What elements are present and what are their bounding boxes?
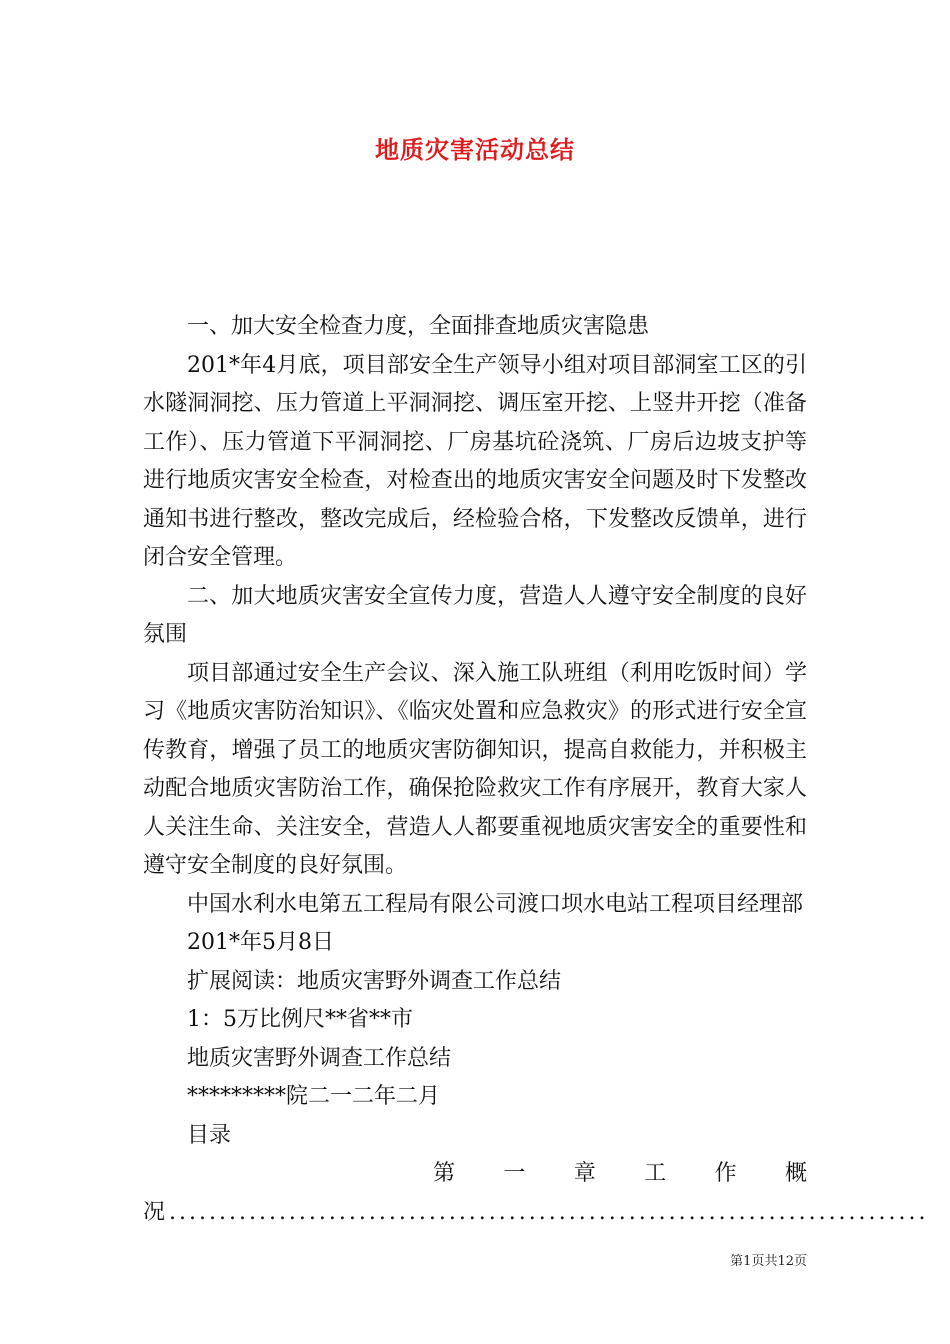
toc-entry-chapter-1-continued (143, 1194, 929, 1233)
extended-reading: 扩展阅读：地质灾害野外调查工作总结 (187, 968, 562, 994)
toc-char: 作 (714, 1161, 737, 1186)
toc-char: 概 (784, 1161, 807, 1186)
paragraph-publicity: 项目部通过安全生产会议、深入施工队班组（利用吃饭时间）学习《地质灾害防治知识》、《临灾处置和应急救灾》的形式进行安全宣传教育，增强了员工的地质灾害防御知识，提高自救能力，并积极主动配合地质灾害防治工作，确保抢险救灾工作有序展开，教育大家人人关注生命、关注安全，营造人人都要重视地质灾害安全的重要性和遵守安全制度的良好氛围。 (143, 660, 807, 878)
scale-line: 1：5万比例尺**省**市 (187, 1007, 413, 1032)
page-number: 第1页共12页 (730, 1254, 807, 1269)
document-body (143, 308, 929, 1232)
section-heading-2: 二、加大地质灾害安全宣传力度，营造人人遵守安全制度的良好氛围 (143, 583, 807, 647)
signature-date: 201*年5月8日 (187, 930, 334, 955)
toc-char: 第 (433, 1161, 456, 1186)
signature-organization: 中国水利水电第五工程局有限公司渡口坝水电站工程项目经理部 (187, 891, 804, 917)
document-title: 地质灾害活动总结 (375, 135, 575, 164)
toc-char: 工 (644, 1161, 667, 1186)
toc-char: 章 (573, 1161, 596, 1186)
toc-char: 况 (143, 1199, 166, 1225)
section-heading-1: 一、加大安全检查力度，全面排查地质灾害隐患 (187, 314, 650, 339)
report-title: 地质灾害野外调查工作总结 (187, 1045, 452, 1071)
institute-date: *********院二一二年二月 (187, 1084, 441, 1109)
toc-leader-dots: ............................................................................ (169, 1199, 929, 1225)
paragraph-inspection: 201*年4月底，项目部安全生产领导小组对项目部洞室工区的引水隧洞洞挖、压力管道上平洞洞挖、调压室开挖、上竖井开挖（准备工作）、压力管道下平洞洞挖、厂房基坑砼浇筑、厂房后边坡支护等进行地质灾害安全检查，对检查出的地质灾害安全问题及时下发整改通知书进行整改，整改完成后，经检验合格，下发整改反馈单，进行闭合安全管理。 (143, 352, 807, 570)
toc-entry-chapter-1 (143, 1155, 807, 1194)
toc-heading: 目录 (187, 1122, 232, 1148)
toc-char: 一 (503, 1161, 526, 1186)
